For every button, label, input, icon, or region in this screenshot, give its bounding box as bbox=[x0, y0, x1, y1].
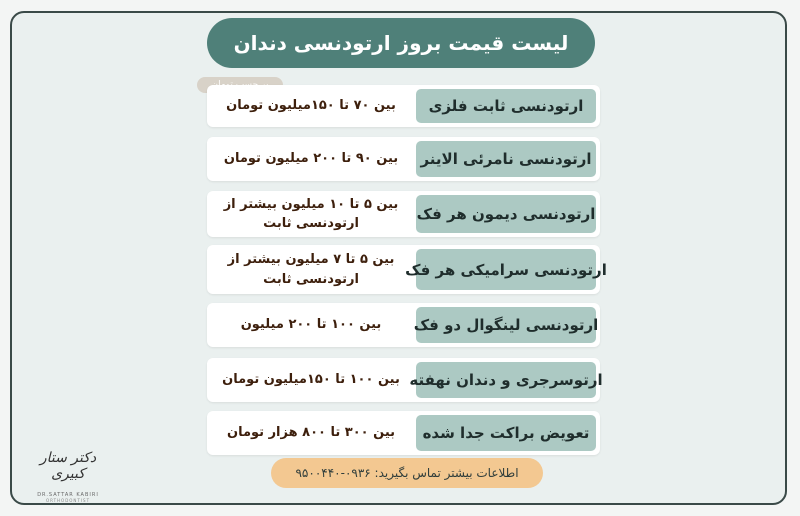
price-row bbox=[207, 358, 603, 402]
price-value: بین ۷۰ تا ۱۵۰میلیون تومان bbox=[226, 98, 396, 114]
price-row bbox=[207, 137, 600, 181]
service-label: ارتودنسی ثابت فلزی bbox=[416, 89, 596, 123]
page-title: لیست قیمت بروز ارتودنسی دندان bbox=[207, 18, 595, 68]
clinic-logo bbox=[28, 450, 108, 503]
service-label: ارتودنسی سرامیکی هر فک bbox=[416, 249, 596, 290]
service-label: تعویض براکت جدا شده bbox=[416, 415, 596, 451]
price-row bbox=[207, 411, 600, 455]
service-label: ارتوسرجری و دندان نهفته bbox=[416, 362, 596, 398]
price-row bbox=[207, 85, 600, 127]
price-value: بین ۳۰۰ تا ۸۰۰ هزار تومان bbox=[226, 425, 396, 441]
price-value: بین ۵ تا ۷ میلیون بیشتر از ارتودنسی ثابت bbox=[227, 252, 395, 287]
logo-subtitle: ORTHODONTIST bbox=[45, 498, 91, 503]
price-value: بین ۱۰۰ تا ۱۵۰میلیون تومان bbox=[222, 372, 400, 388]
service-label: ارتودنسی لینگوال دو فک bbox=[416, 307, 596, 343]
price-row bbox=[207, 303, 600, 347]
price-row bbox=[207, 191, 600, 237]
service-label: ارتودنسی دیمون هر فک bbox=[416, 195, 596, 233]
logo-name: DR.SATTAR KABIRI bbox=[37, 492, 99, 498]
service-label: ارتودنسی نامرئی الاینر bbox=[416, 141, 596, 177]
price-value: بین ۹۰ تا ۲۰۰ میلیون تومان bbox=[223, 151, 399, 167]
price-value: بین ۱۰۰ تا ۲۰۰ میلیون bbox=[240, 317, 382, 333]
contact-info: اطلاعات بیشتر تماس بگیرید: ۰۹۳۶-۹۵۰۰۴۴۰ bbox=[271, 458, 543, 488]
logo-signature: دکتر ستار کبیری bbox=[39, 450, 97, 482]
price-value: بین ۵ تا ۱۰ میلیون بیشتر از ارتودنسی ثابت bbox=[223, 196, 399, 231]
price-row bbox=[207, 245, 607, 294]
